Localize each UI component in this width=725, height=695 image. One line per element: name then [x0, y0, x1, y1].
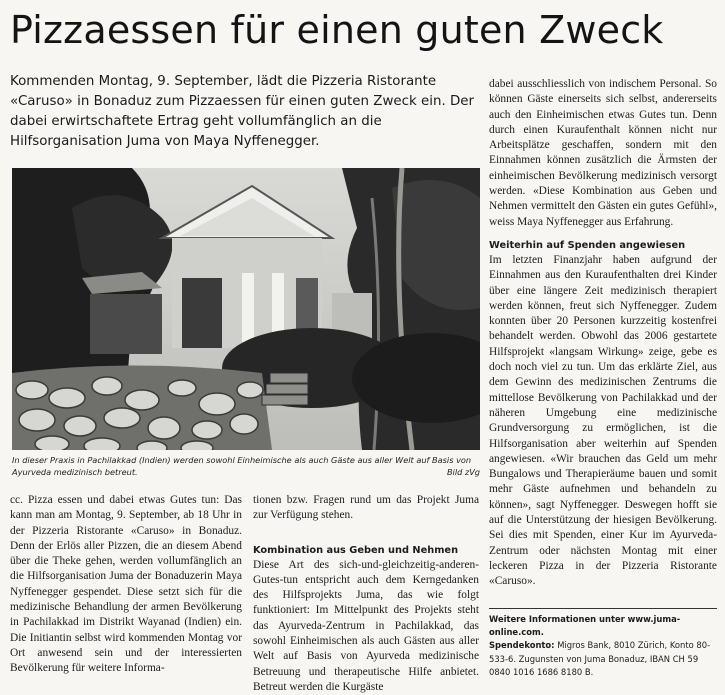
body-paragraph: dabei ausschliesslich von indischem Personal. So können Gäste einerseits sich selbst, andererseits auch den Einheimischen etwas Gutes tun. Denn durch einen Kuraufenthalt können nicht nur Arbeitsplätze geschaffen, sondern mit den Einnahmen können zusätzlich die Ärmsten der einheimischen Bevölkerung medizinisch versorgt werden. «Diese Kombination aus Geben und Nehmen vermittelt den Gästen ein gutes Gefühl», weiss Maya Nyffenegger aus Erfahrung.	[489, 78, 717, 228]
headline: Pizzaessen für einen guten Zweck	[10, 8, 664, 52]
subheading: Kombination aus Geben und Nehmen	[253, 544, 459, 556]
donation-account-label: Spendekonto:	[489, 640, 555, 651]
caption-text: In dieser Praxis in Pachilakkad (Indien) werden sowohl Einheimische als auch Gäste aus aller Welt auf Basis von Ayurveda medizinisch betreut.	[12, 455, 472, 477]
info-box	[489, 608, 717, 679]
ayurveda-house-image	[12, 168, 480, 450]
donation-account-text: Migros Bank, 8010 Zürich, Konto 80-533-6. Zugunsten von Juma Bonaduz, IBAN CH 59 0840 1016 1686 8180 B.	[489, 640, 711, 677]
body-paragraph: cc. Pizza essen und dabei etwas Gutes tun: Das kann man am Montag, 9. September, ab 18 Uhr in der Pizzeria Ristorante «Caruso» in Bonaduz. Denn der Erlös aller Pizzen, die an diesem Abend über die Theke gehen, werden vollumfänglich an die Hilfsorganisation Juma der Bonaduzerin Maya Nyffenegger gespendet. Diese setzt sich für die medizinische Behandlung der armen Bevölkerung in Pachilakkad im Distrikt Wayanad (Indien) ein. Die Initiantin selbst wird kommenden Montag vor Ort anwesend sein und der interessierten Bevölkerung für weitere Informa-	[10, 494, 242, 675]
article-column-1	[10, 493, 242, 677]
body-paragraph: tionen bzw. Fragen rund um das Projekt Juma zur Verfügung stehen.	[253, 494, 479, 522]
lead-paragraph: Kommenden Montag, 9. September, lädt die Pizzeria Ristorante «Caruso» in Bonaduz zum Pizzaessen für einen guten Zweck ein. Der dabei erwirtschaftete Ertrag geht vollumfänglich an die Hilfsorganisation Juma von Maya Nyffenegger.	[10, 74, 475, 149]
photo-caption	[12, 454, 480, 478]
photo-credit: Bild zVg	[446, 467, 480, 477]
body-paragraph: Diese Art des sich-und-gleichzeitig-anderen-Gutes-tun entspricht auch dem Kerngedanken des Hilfsprojekts Juma, das wie folgt funktioniert: Im Mittelpunkt des Projekts steht das Ayurveda-Zentrum in Pachilakkad, das sowohl Einheimischen als auch Gästen aus aller Welt auf Basis von Ayurveda medizinische Betreuung und therapeutische Hilfe anbietet. Betreut werden die Kurgäste	[253, 558, 479, 693]
article-photo	[12, 168, 480, 450]
info-link-text: Weitere Informationen unter www.juma-online.com.	[489, 614, 681, 638]
article-column-2	[253, 493, 479, 695]
body-paragraph: Im letzten Finanzjahr haben aufgrund der Einnahmen aus den Kuraufenthalten drei Kinder über eine längere Zeit medizinisch therapiert werden können, freut sich Nyffenegger. Zudem konnten über 20 Personen kurzzeitig kostenfrei behandelt werden. Obwohl das 2006 gestartete Hilfsprojekt «langsam Wirkung» zeige, gebe es doch noch viel zu tun. Um das erklärte Ziel, aus dem Gewinn des medizinischen Zentrums die mittellose Bevölkerung von Pachilakkad und der näheren Umgebung eine medizinische Grundversorgung zu ermöglichen, ist die Hilfsorganisation aber weiterhin auf Spenden angewiesen. «Wir brauchen das Geld um mehr Bungalows und Therapieräume bauen und somit mehr Gäste aufnehmen und behandeln zu können», sagt Nyffenegger. Deswegen hofft sie auf die Unterstützung der hiesigen Bevölkerung. Sei dies mit Spenden, einer Kur im Ayurveda-Zentrum oder nächsten Montag mit einer leckeren Pizza in der Pizzeria Ristorante «Caruso».	[489, 253, 717, 588]
article-column-3	[489, 77, 717, 590]
subheading: Weiterhin auf Spenden angewiesen	[489, 239, 686, 251]
